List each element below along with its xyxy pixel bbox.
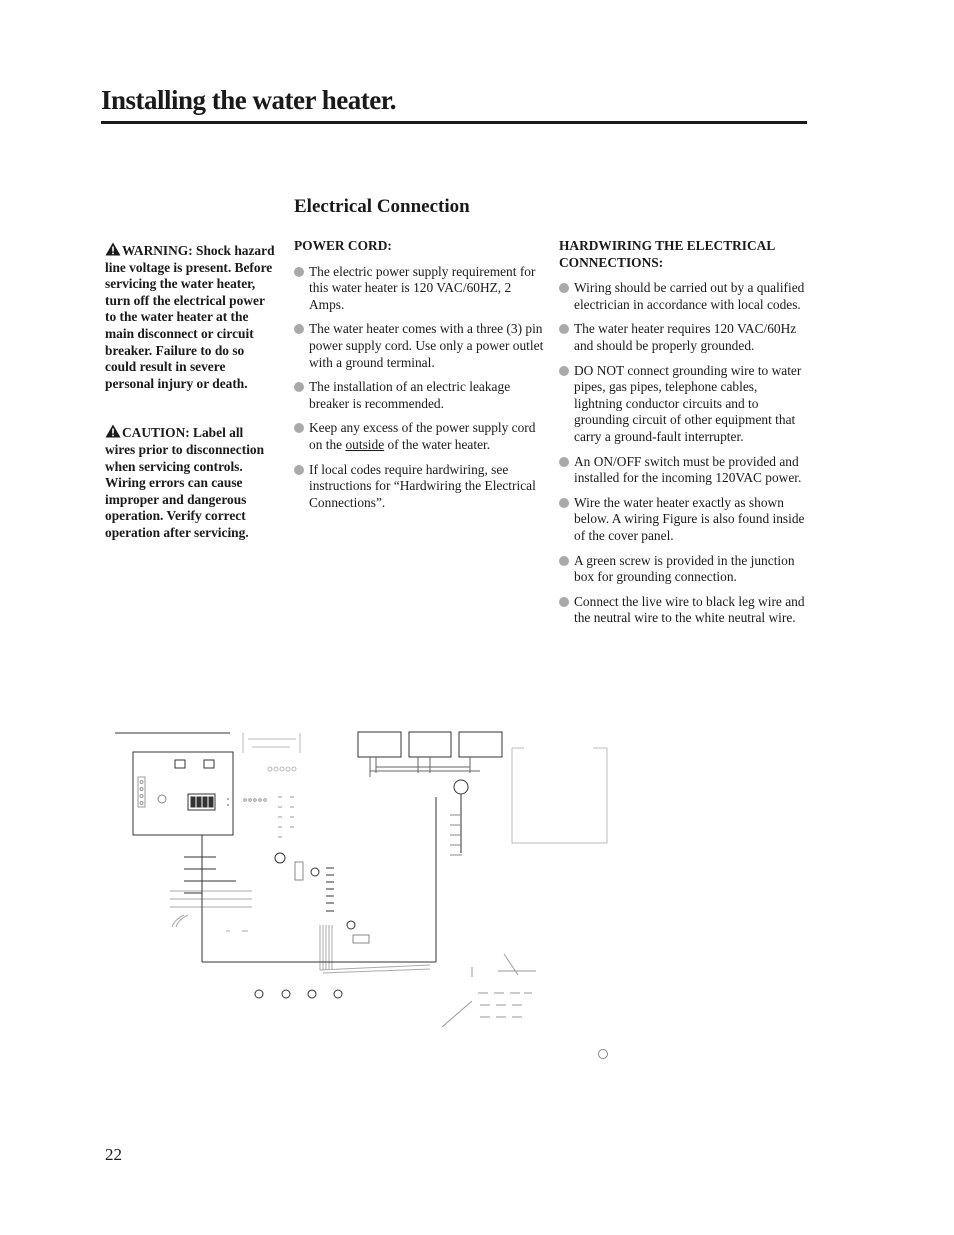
caution-text: CAUTION: Label all wires prior to disconnection when servicing controls. Wiring errors can cause improper and dangerous operation. Verify correct operation after servicing. (105, 425, 265, 540)
gray-dot-bullet-icon (559, 556, 569, 566)
gray-dot-bullet-icon (559, 283, 569, 293)
power-cord-list (294, 264, 544, 512)
list-item: An ON/OFF switch must be provided and installed for the incoming 120VAC power. (559, 454, 809, 487)
list-item: Wire the water heater exactly as shown below. A wiring Figure is also found inside of the cover panel. (559, 495, 809, 545)
hardwiring-list (559, 280, 809, 627)
title-rule (101, 121, 807, 124)
wiring-diagram (100, 725, 620, 1065)
section-heading: Electrical Connection (294, 196, 470, 217)
gray-dot-bullet-icon (294, 267, 304, 277)
warning-triangle-icon (105, 242, 121, 256)
list-item: DO NOT connect grounding wire to water pipes, gas pipes, telephone cables, lightning conductor circuits and to grounding circuit of other equipment that carry a ground-fault interrupter. (559, 363, 809, 446)
caution-notice (105, 424, 275, 541)
underlined-word: outside (345, 436, 385, 452)
gray-dot-bullet-icon (559, 597, 569, 607)
list-item: The installation of an electric leakage breaker is recommended. (294, 379, 544, 412)
list-item: The electric power supply requirement for this water heater is 120 VAC/60HZ, 2 Amps. (294, 264, 544, 314)
gray-dot-bullet-icon (294, 465, 304, 475)
gray-dot-bullet-icon (559, 324, 569, 334)
gray-dot-bullet-icon (559, 457, 569, 467)
list-item: A green screw is provided in the junction box for grounding connection. (559, 553, 809, 586)
page-number: 22 (105, 1145, 122, 1164)
gray-dot-bullet-icon (559, 366, 569, 376)
list-item: The water heater comes with a three (3) pin power supply cord. Use only a power outlet with a ground terminal. (294, 321, 544, 371)
gray-dot-bullet-icon (294, 382, 304, 392)
list-item: Keep any excess of the power supply cord on the outside of the water heater. (294, 420, 544, 453)
list-item: Connect the live wire to black leg wire and the neutral wire to the white neutral wire. (559, 594, 809, 627)
warning-text: WARNING: Shock hazard line voltage is present. Before servicing the water heater, turn off the electrical power to the water heater at the main disconnect or circuit breaker. Failure to do so could result in severe personal injury or death. (105, 243, 275, 391)
warning-triangle-icon (105, 424, 121, 438)
safety-sidebar (105, 242, 275, 574)
list-item: The water heater requires 120 VAC/60Hz and should be properly grounded. (559, 321, 809, 354)
gray-dot-bullet-icon (294, 324, 304, 334)
gray-dot-bullet-icon (294, 423, 304, 433)
list-item: If local codes require hardwiring, see instructions for “Hardwiring the Electrical Connections”. (294, 462, 544, 512)
warning-notice (105, 242, 275, 392)
gray-dot-bullet-icon (559, 498, 569, 508)
page-title: Installing the water heater. (101, 85, 396, 115)
power-cord-section (294, 238, 544, 519)
hardwiring-section (559, 238, 809, 635)
power-cord-heading: POWER CORD: (294, 238, 392, 253)
list-item: Wiring should be carried out by a qualified electrician in accordance with local codes. (559, 280, 809, 313)
hardwiring-heading: HARDWIRING THE ELECTRICAL CONNECTIONS: (559, 238, 775, 270)
